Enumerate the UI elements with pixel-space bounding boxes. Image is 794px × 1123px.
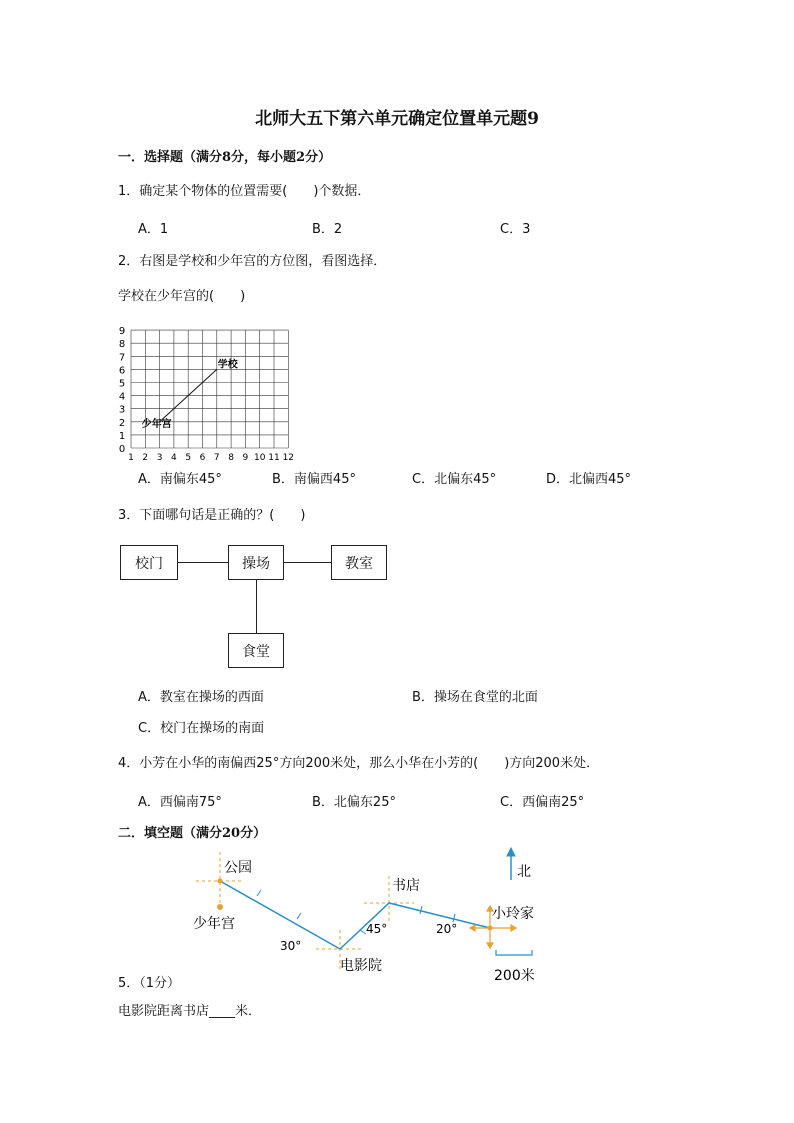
bookstore-label: 书店 (392, 878, 420, 894)
scale-label: 200米 (494, 968, 535, 984)
question-2: 2．右图是学校和少年宫的方位图，看图选择． (118, 254, 387, 269)
q3-option-a[interactable]: A．教室在操场的西面 (138, 690, 264, 705)
y-tick-label: 1 (118, 430, 126, 442)
q3-option-c[interactable]: C．校门在操场的南面 (138, 721, 265, 736)
youth-palace-point (217, 904, 223, 910)
page-title: 北师大五下第六单元确定位置单元题9 (255, 109, 539, 129)
x-tick-label: 9 (242, 453, 249, 463)
home-label: 小玲家 (492, 906, 534, 922)
x-tick-label: 11 (268, 453, 280, 463)
q4-option-b[interactable]: B．北偏东25° (312, 795, 396, 810)
box-canteen: 食堂 (228, 633, 284, 668)
question-5-subtext: 电影院距离书店____米． (118, 1004, 262, 1019)
y-tick-label: 3 (118, 404, 126, 416)
question-1: 1．确定某个物体的位置需要( )个数据． (118, 184, 371, 199)
y-tick-label: 0 (118, 444, 126, 455)
route-map-figure (180, 842, 560, 988)
x-tick-label: 2 (142, 453, 149, 463)
x-tick-label: 5 (185, 453, 192, 463)
x-tick-label: 3 (156, 453, 163, 463)
y-tick-label: 5 (118, 378, 126, 390)
y-tick-label: 4 (118, 391, 126, 403)
section-2-heading: 二．填空题（满分20分） (118, 826, 267, 841)
x-tick-label: 7 (213, 453, 220, 463)
question-2-subtext: 学校在少年宫的( ) (118, 289, 246, 304)
y-tick-label: 9 (118, 326, 126, 338)
angle-20-label: 20° (436, 922, 458, 936)
q2-option-b[interactable]: B．南偏西45° (272, 472, 356, 487)
q1-option-c[interactable]: C．3 (500, 222, 531, 237)
x-tick-label: 4 (171, 453, 177, 463)
question-3: 3．下面哪句话是正确的？( ) (118, 508, 306, 523)
north-arrow-icon (507, 848, 515, 880)
grid-y-ticks (119, 326, 125, 455)
cinema-label: 电影院 (340, 958, 382, 974)
q2-option-d[interactable]: D．北偏西45° (546, 472, 632, 487)
school-label: 学校 (217, 359, 238, 371)
question-4: 4．小芳在小华的南偏西25°方向200米处，那么小华在小芳的( )方向200米处． (118, 756, 600, 771)
scale-bar (496, 950, 532, 955)
q3-option-b[interactable]: B．操场在食堂的北面 (412, 690, 538, 705)
north-label: 北 (517, 864, 531, 880)
grid-lines (131, 330, 288, 448)
y-tick-label: 2 (118, 417, 126, 429)
box-classroom: 教室 (331, 545, 387, 580)
x-tick-label: 12 (282, 453, 295, 463)
y-tick-label: 8 (118, 339, 126, 351)
y-tick-label: 6 (118, 365, 126, 377)
q4-option-c[interactable]: C．西偏南25° (500, 795, 585, 810)
q4-option-a[interactable]: A．西偏南75° (138, 795, 222, 810)
direction-grid-figure (116, 314, 316, 464)
youth-palace-label: 少年宫 (141, 418, 172, 430)
x-tick-label: 1 (128, 453, 134, 463)
x-tick-label: 6 (199, 453, 206, 463)
connector-playground-classroom (282, 562, 332, 563)
q1-option-a[interactable]: A．1 (138, 222, 169, 237)
section-1-heading: 一．选择题（满分8分，每小题2分） (118, 150, 332, 165)
box-school-gate: 校门 (120, 545, 178, 580)
connector-playground-canteen (256, 579, 257, 633)
youth-palace-map-label: 少年宫 (193, 916, 235, 932)
connector-gate-playground (176, 562, 230, 563)
box-playground: 操场 (228, 545, 284, 580)
q1-option-b[interactable]: B．2 (312, 222, 343, 237)
x-tick-label: 10 (253, 453, 266, 463)
q2-option-a[interactable]: A．南偏东45° (138, 472, 222, 487)
y-tick-label: 7 (118, 352, 126, 364)
park-point (218, 879, 223, 884)
question-5: 5．（1分） (118, 976, 181, 991)
park-label: 公园 (224, 860, 252, 876)
angle-30-label: 30° (280, 939, 302, 953)
x-tick-label: 8 (228, 453, 234, 463)
grid-x-ticks (128, 453, 294, 463)
angle-45-label: 45° (366, 922, 388, 936)
q2-option-c[interactable]: C．北偏东45° (412, 472, 497, 487)
